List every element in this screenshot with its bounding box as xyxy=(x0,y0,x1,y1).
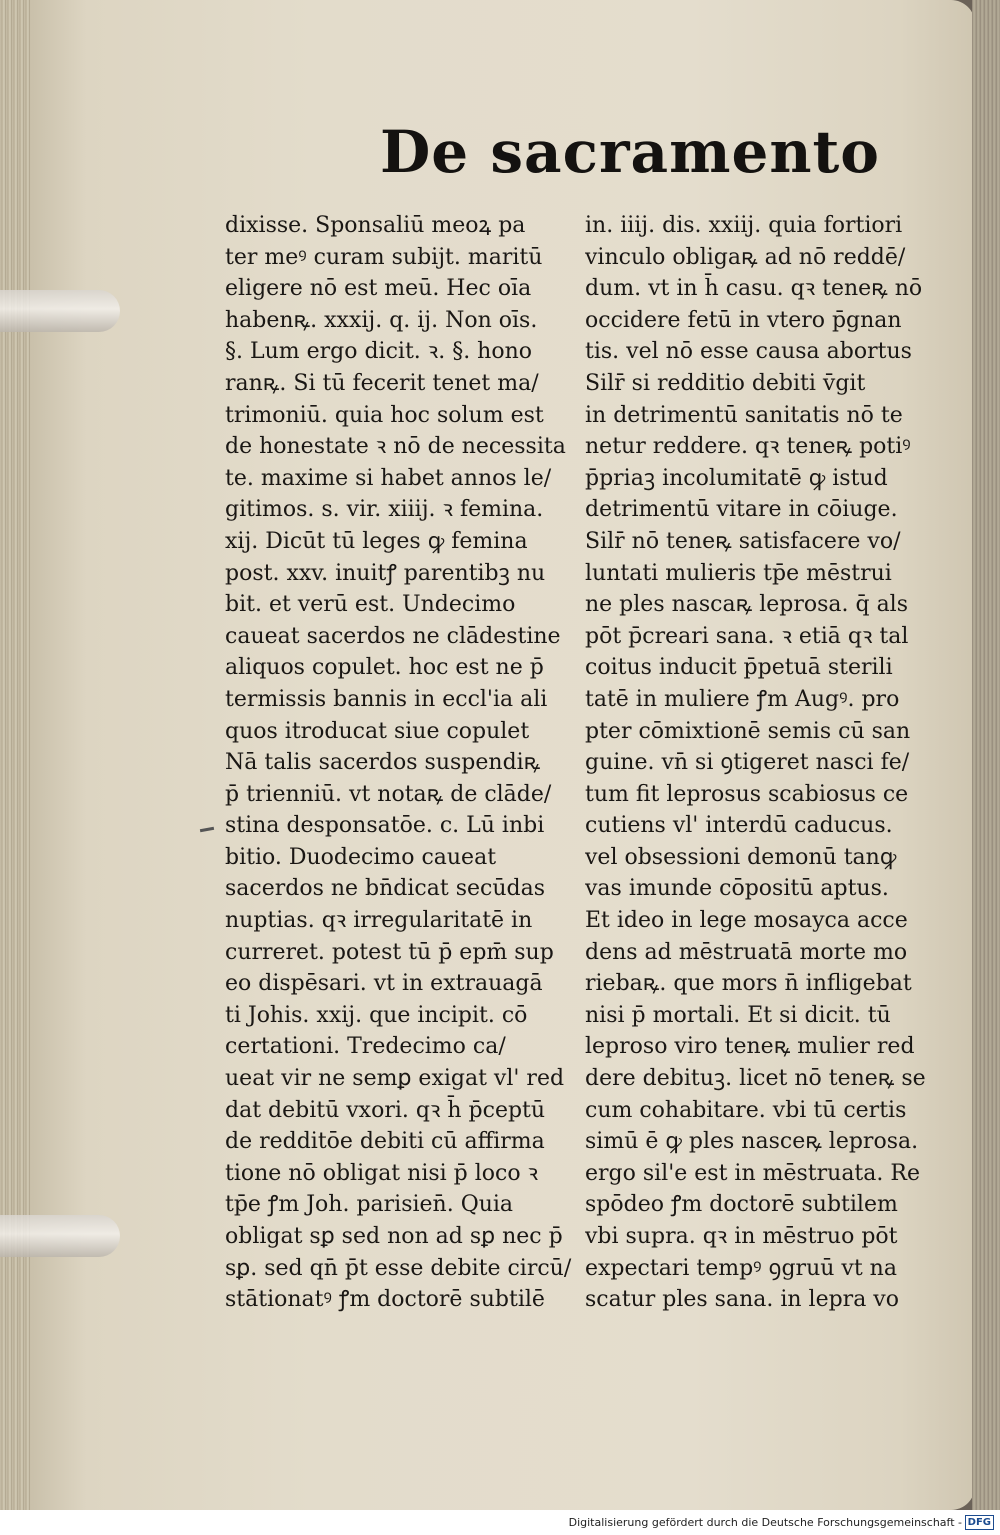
text-line: termissis bannis in eccl'ia ali xyxy=(225,686,548,712)
text-line: vel obsessioni demonū tanꝙ xyxy=(585,844,897,870)
left-text-column xyxy=(225,210,580,1316)
text-line: in. iiij. dis. xxiij. quia fortiori xyxy=(585,213,903,238)
right-text-column xyxy=(585,210,935,1316)
text-line: te. maxime si habet annos le/ xyxy=(225,465,552,491)
text-line: vbi supra. qꝛ in mēstruo pōt xyxy=(585,1224,898,1249)
text-line: cum cohabitare. vbi tū certis xyxy=(585,1097,907,1123)
text-line: detrimentū vitare in cōiuge. xyxy=(585,497,898,523)
text-line: Silr̄ si redditio debiti v̄git xyxy=(585,370,866,396)
text-line: eo dispēsari. vt in extrauagā xyxy=(225,971,543,997)
text-line: vinculo obligaꝶ ad nō reddē/ xyxy=(585,244,906,270)
text-line: caueat sacerdos ne clādestine xyxy=(225,623,561,649)
text-line: de redditōe debiti cū affirma xyxy=(225,1129,545,1155)
footer-credit: Digitalisierung gefördert durch die Deutsche Forschungsgemeinschaft - xyxy=(568,1516,962,1529)
binding-strap-bottom xyxy=(0,1215,120,1257)
text-line: gitimos. s. vir. xiiij. ꝛ femina. xyxy=(225,497,544,523)
text-line: bitio. Duodecimo caueat xyxy=(225,844,497,870)
text-line: tp̄e ꝭm Joh. parisien̄. Quia xyxy=(225,1192,514,1218)
text-line: Nā talis sacerdos suspendiꝶ xyxy=(225,750,541,776)
text-line: certationi. Tredecimo ca/ xyxy=(225,1034,506,1060)
text-line: sacerdos ne bn̄dicat secūdas xyxy=(225,876,545,902)
text-line: §. Lum ergo dicit. ꝛ. §. hono xyxy=(225,339,533,365)
text-line: netur reddere. qꝛ teneꝶ potiꝰ xyxy=(585,434,911,460)
text-line: dixisse. Sponsaliū meoꝝ pa xyxy=(225,213,526,238)
text-line: dum. vt in h̄ casu. qꝛ teneꝶ nō xyxy=(585,276,923,302)
text-line: dat debitū vxori. qꝛ h̄ p̄ceptū xyxy=(225,1097,546,1123)
text-line: vas imunde cōpositū aptus. xyxy=(585,876,889,902)
right-page-edge xyxy=(972,0,1000,1510)
page-title: De sacramento xyxy=(380,118,880,186)
text-line: Silr̄ nō teneꝶ satisfacere vo/ xyxy=(585,528,901,554)
text-line: tis. vel nō esse causa abortus xyxy=(585,339,912,365)
text-line: tum fit leprosus scabiosus ce xyxy=(585,781,909,807)
text-line: pter cōmixtionē semis cū san xyxy=(585,718,911,744)
text-line: leproso viro teneꝶ mulier red xyxy=(585,1034,915,1060)
text-line: curreret. potest tū p̄ epm̄ sup xyxy=(225,939,554,965)
text-line: xij. Dicūt tū leges ꝙ femina xyxy=(225,528,528,554)
text-line: simū ē ꝙ ples nasceꝶ leprosa. xyxy=(585,1129,919,1155)
text-line: bit. et verū est. Undecimo xyxy=(225,592,516,618)
text-line: nisi p̄ mortali. Et si dicit. tū xyxy=(585,1002,891,1028)
text-line: post. xxv. inuitꝭ parentibꝫ nu xyxy=(225,560,546,586)
text-line: p̄ trienniū. vt notaꝶ de clāde/ xyxy=(225,781,552,807)
text-line: in detrimentū sanitatis nō te xyxy=(585,402,903,428)
text-line: guine. vn̄ si ꝯtigeret nasci fe/ xyxy=(585,750,910,776)
text-line: scatur ples sana. in lepra vo xyxy=(585,1287,899,1313)
text-line: dere debituꝫ. licet nō teneꝶ se xyxy=(585,1066,926,1092)
text-line: coitus inducit p̄petuā sterili xyxy=(585,655,893,681)
text-line: ter meꝰ curam subijt. maritū xyxy=(225,244,543,270)
text-line: stina desponsatōe. c. Lū inbi xyxy=(225,813,545,839)
binding-strap-top xyxy=(0,290,120,332)
text-line: spōdeo ꝭm doctorē subtilem xyxy=(585,1192,898,1218)
text-line: trimoniū. quia hoc solum est xyxy=(225,402,544,428)
text-line: eligere nō est meū. Hec oīa xyxy=(225,276,532,302)
text-line: aliquos copulet. hoc est ne p̄ xyxy=(225,655,544,681)
text-line: ranꝶ. Si tū fecerit tenet ma/ xyxy=(225,370,539,396)
text-line: nuptias. qꝛ irregularitatē in xyxy=(225,908,533,934)
text-line: sꝑ. sed qn̄ p̄t esse debite circū/ xyxy=(225,1255,572,1281)
text-line: stātionatꝰ ꝭm doctorē subtilē xyxy=(225,1287,545,1313)
text-line: tatē in muliere ꝭm Augꝰ. pro xyxy=(585,686,900,712)
text-line: expectari tempꝰ ꝯgruū vt na xyxy=(585,1255,897,1281)
text-line: dens ad mēstruatā morte mo xyxy=(585,939,908,965)
text-line: ergo sil'e est in mēstruata. Re xyxy=(585,1160,920,1186)
text-line: tione nō obligat nisi p̄ loco ꝛ xyxy=(225,1160,539,1186)
text-line: cutiens vl' interdū caducus. xyxy=(585,813,893,839)
dfg-logo: DFG xyxy=(965,1515,994,1530)
text-line: p̄priaꝫ incolumitatē ꝙ istud xyxy=(585,465,888,491)
text-line: ueat vir ne semꝑ exigat vl' red xyxy=(225,1066,565,1092)
text-line: obligat sꝑ sed non ad sꝑ nec p̄ xyxy=(225,1224,563,1249)
text-line: occidere fetū in vtero p̄gnan xyxy=(585,307,902,333)
text-line: habenꝶ. xxxij. q. ij. Non oīs. xyxy=(225,307,538,333)
text-line: Et ideo in lege mosayca acce xyxy=(585,908,908,934)
text-line: luntati mulieris tp̄e mēstrui xyxy=(585,560,892,586)
footer xyxy=(0,1510,1000,1535)
text-line: de honestate ꝛ nō de necessita xyxy=(225,434,566,460)
text-line: riebaꝶ. que mors n̄ infligebat xyxy=(585,971,912,997)
text-line: pōt p̄creari sana. ꝛ etiā qꝛ tal xyxy=(585,623,909,649)
text-line: ne ples nascaꝶ leprosa. q̄ als xyxy=(585,592,909,618)
text-line: quos itroducat siue copulet xyxy=(225,718,530,744)
text-line: ti Johis. xxij. que incipit. cō xyxy=(225,1002,528,1028)
